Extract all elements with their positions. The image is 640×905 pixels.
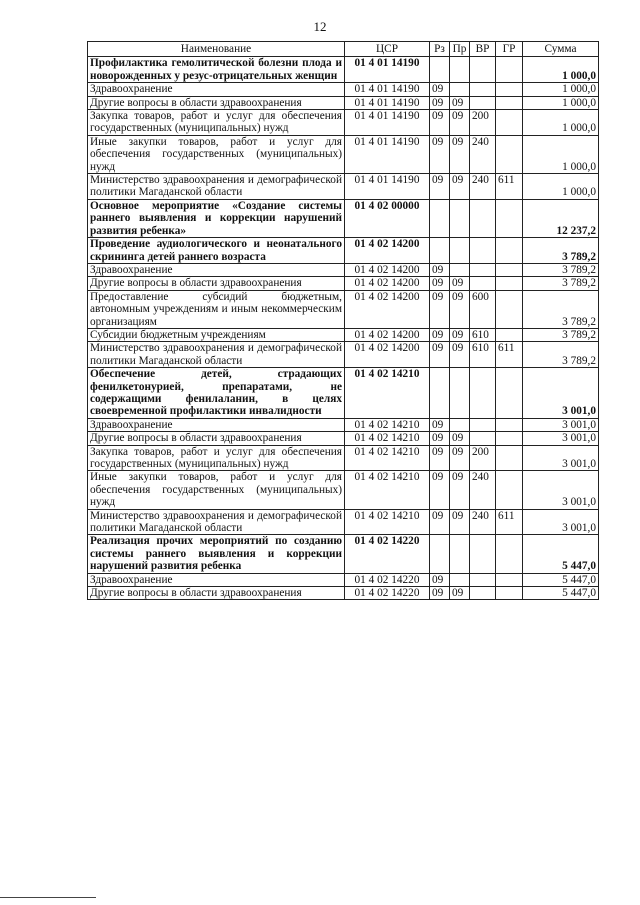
cell-sum: 3 001,0 [523,509,599,535]
cell-csr: 01 4 01 14190 [345,96,430,109]
cell-gr [496,535,523,573]
cell-vr [470,277,496,290]
cell-csr: 01 4 01 14190 [345,83,430,96]
cell-vr [470,368,496,419]
table-header-row [88,42,599,57]
cell-csr: 01 4 02 00000 [345,199,430,237]
table-row [88,368,599,419]
cell-sum: 1 000,0 [523,96,599,109]
cell-rz: 09 [430,573,450,586]
table-row [88,432,599,445]
cell-pr: 09 [450,174,470,200]
cell-rz: 09 [430,83,450,96]
cell-gr [496,368,523,419]
column-header-rz: Рз [430,42,450,57]
cell-vr: 240 [470,135,496,173]
cell-csr: 01 4 02 14210 [345,432,430,445]
cell-gr: 611 [496,509,523,535]
table-row [88,96,599,109]
cell-gr [496,199,523,237]
table-row [88,445,599,471]
cell-name: Реализация прочих мероприятий по созданию системы раннего выявления и коррекции нарушений развития ребенка [88,535,345,573]
cell-csr: 01 4 01 14190 [345,57,430,83]
cell-gr [496,96,523,109]
cell-pr [450,418,470,431]
cell-vr: 240 [470,471,496,509]
cell-csr: 01 4 02 14200 [345,328,430,341]
cell-vr [470,587,496,600]
cell-gr [496,432,523,445]
cell-rz: 09 [430,342,450,368]
column-header-name: Наименование [88,42,345,57]
cell-sum: 1 000,0 [523,135,599,173]
cell-vr [470,418,496,431]
table-row [88,263,599,276]
cell-name: Министерство здравоохранения и демографической политики Магаданской области [88,174,345,200]
cell-gr [496,418,523,431]
cell-sum: 1 000,0 [523,83,599,96]
cell-vr [470,199,496,237]
cell-sum: 3 789,2 [523,238,599,264]
table-row [88,277,599,290]
cell-gr [496,277,523,290]
cell-csr: 01 4 01 14190 [345,135,430,173]
table-row [88,573,599,586]
cell-sum: 1 000,0 [523,110,599,136]
cell-name: Министерство здравоохранения и демографической политики Магаданской области [88,342,345,368]
cell-gr [496,135,523,173]
cell-sum: 3 001,0 [523,368,599,419]
cell-rz: 09 [430,471,450,509]
cell-pr [450,535,470,573]
cell-csr: 01 4 02 14220 [345,587,430,600]
table-row [88,199,599,237]
cell-rz: 09 [430,263,450,276]
cell-sum: 1 000,0 [523,57,599,83]
cell-pr [450,573,470,586]
cell-vr [470,432,496,445]
cell-sum: 3 789,2 [523,290,599,328]
cell-gr [496,290,523,328]
cell-csr: 01 4 02 14200 [345,277,430,290]
cell-rz: 09 [430,290,450,328]
cell-csr: 01 4 02 14210 [345,418,430,431]
cell-csr: 01 4 02 14210 [345,368,430,419]
cell-vr [470,57,496,83]
cell-vr: 600 [470,290,496,328]
cell-name: Здравоохранение [88,83,345,96]
cell-vr: 200 [470,445,496,471]
cell-pr: 09 [450,290,470,328]
cell-sum: 3 001,0 [523,445,599,471]
cell-sum: 3 001,0 [523,471,599,509]
cell-gr [496,110,523,136]
cell-vr: 200 [470,110,496,136]
cell-rz: 09 [430,96,450,109]
cell-pr [450,263,470,276]
cell-csr: 01 4 02 14210 [345,445,430,471]
cell-sum: 1 000,0 [523,174,599,200]
table-body [88,57,599,600]
cell-pr: 09 [450,328,470,341]
cell-name: Профилактика гемолитической болезни плода и новорожденных у резус-отрицательных женщин [88,57,345,83]
cell-rz: 09 [430,135,450,173]
cell-pr [450,199,470,237]
cell-vr: 240 [470,174,496,200]
cell-rz: 09 [430,509,450,535]
cell-rz: 09 [430,418,450,431]
cell-name: Другие вопросы в области здравоохранения [88,96,345,109]
table-row [88,535,599,573]
cell-vr [470,573,496,586]
cell-gr [496,445,523,471]
cell-name: Здравоохранение [88,418,345,431]
cell-pr: 09 [450,509,470,535]
cell-pr: 09 [450,277,470,290]
cell-name: Другие вопросы в области здравоохранения [88,432,345,445]
cell-name: Проведение аудиологического и неонатального скрининга детей раннего возраста [88,238,345,264]
column-header-gr: ГР [496,42,523,57]
cell-name: Закупка товаров, работ и услуг для обеспечения государственных (муниципальных) нужд [88,110,345,136]
table-row [88,509,599,535]
cell-csr: 01 4 01 14190 [345,174,430,200]
table-row [88,342,599,368]
cell-name: Иные закупки товаров, работ и услуг для обеспечения государственных (муниципальных) нужд [88,135,345,173]
cell-gr [496,83,523,96]
cell-csr: 01 4 02 14200 [345,238,430,264]
cell-pr [450,238,470,264]
cell-rz: 09 [430,174,450,200]
table-row [88,83,599,96]
cell-rz: 09 [430,432,450,445]
table-row [88,110,599,136]
column-header-vr: ВР [470,42,496,57]
cell-pr: 09 [450,432,470,445]
cell-vr [470,263,496,276]
cell-rz: 09 [430,110,450,136]
cell-name: Здравоохранение [88,573,345,586]
cell-name: Другие вопросы в области здравоохранения [88,587,345,600]
table-row [88,135,599,173]
table-row [88,238,599,264]
cell-rz: 09 [430,277,450,290]
cell-name: Обеспечение детей, страдающих фенилкетонурией, препаратами, не содержащими фенилаланин, в целях своевременной профилактики инвалидности [88,368,345,419]
column-header-csr: ЦСР [345,42,430,57]
cell-vr [470,96,496,109]
cell-sum: 5 447,0 [523,573,599,586]
cell-gr: 611 [496,174,523,200]
cell-name: Предоставление субсидий бюджетным, автономным учреждениям и иным некоммерческим организациям [88,290,345,328]
cell-sum: 3 789,2 [523,277,599,290]
table-row [88,328,599,341]
cell-pr: 09 [450,96,470,109]
footer-divider [0,897,96,898]
cell-pr [450,83,470,96]
cell-name: Здравоохранение [88,263,345,276]
cell-name: Основное мероприятие «Создание системы раннего выявления и коррекции нарушений развития ребенка» [88,199,345,237]
cell-vr [470,238,496,264]
cell-gr: 611 [496,342,523,368]
cell-csr: 01 4 02 14210 [345,471,430,509]
cell-csr: 01 4 02 14220 [345,573,430,586]
cell-pr: 09 [450,445,470,471]
cell-rz: 09 [430,445,450,471]
cell-pr [450,57,470,83]
cell-csr: 01 4 02 14200 [345,263,430,276]
table-row [88,174,599,200]
table-row [88,57,599,83]
cell-pr: 09 [450,135,470,173]
cell-name: Другие вопросы в области здравоохранения [88,277,345,290]
cell-pr: 09 [450,342,470,368]
cell-rz [430,57,450,83]
table-row [88,587,599,600]
cell-gr [496,238,523,264]
cell-rz [430,535,450,573]
cell-sum: 3 789,2 [523,342,599,368]
cell-vr: 610 [470,342,496,368]
cell-vr: 240 [470,509,496,535]
cell-name: Субсидии бюджетным учреждениям [88,328,345,341]
cell-gr [496,57,523,83]
cell-sum: 3 001,0 [523,418,599,431]
table-row [88,418,599,431]
cell-vr [470,83,496,96]
cell-pr: 09 [450,471,470,509]
cell-gr [496,328,523,341]
cell-rz [430,368,450,419]
budget-table [87,41,599,600]
cell-name: Иные закупки товаров, работ и услуг для обеспечения государственных (муниципальных) нужд [88,471,345,509]
cell-pr: 09 [450,587,470,600]
cell-name: Министерство здравоохранения и демографической политики Магаданской области [88,509,345,535]
cell-rz [430,238,450,264]
cell-csr: 01 4 02 14210 [345,509,430,535]
column-header-sum: Сумма [523,42,599,57]
cell-gr [496,587,523,600]
cell-gr [496,471,523,509]
cell-csr: 01 4 02 14220 [345,535,430,573]
cell-sum: 3 789,2 [523,328,599,341]
cell-csr: 01 4 01 14190 [345,110,430,136]
cell-csr: 01 4 02 14200 [345,290,430,328]
cell-rz [430,199,450,237]
cell-sum: 5 447,0 [523,587,599,600]
page-number: 12 [313,19,327,34]
cell-sum: 3 001,0 [523,432,599,445]
cell-sum: 5 447,0 [523,535,599,573]
cell-pr [450,368,470,419]
table-row [88,290,599,328]
cell-sum: 12 237,2 [523,199,599,237]
cell-gr [496,263,523,276]
cell-pr: 09 [450,110,470,136]
cell-sum: 3 789,2 [523,263,599,276]
cell-vr: 610 [470,328,496,341]
table-row [88,471,599,509]
cell-rz: 09 [430,587,450,600]
cell-gr [496,573,523,586]
cell-csr: 01 4 02 14200 [345,342,430,368]
cell-rz: 09 [430,328,450,341]
column-header-pr: Пр [450,42,470,57]
cell-name: Закупка товаров, работ и услуг для обеспечения государственных (муниципальных) нужд [88,445,345,471]
cell-vr [470,535,496,573]
